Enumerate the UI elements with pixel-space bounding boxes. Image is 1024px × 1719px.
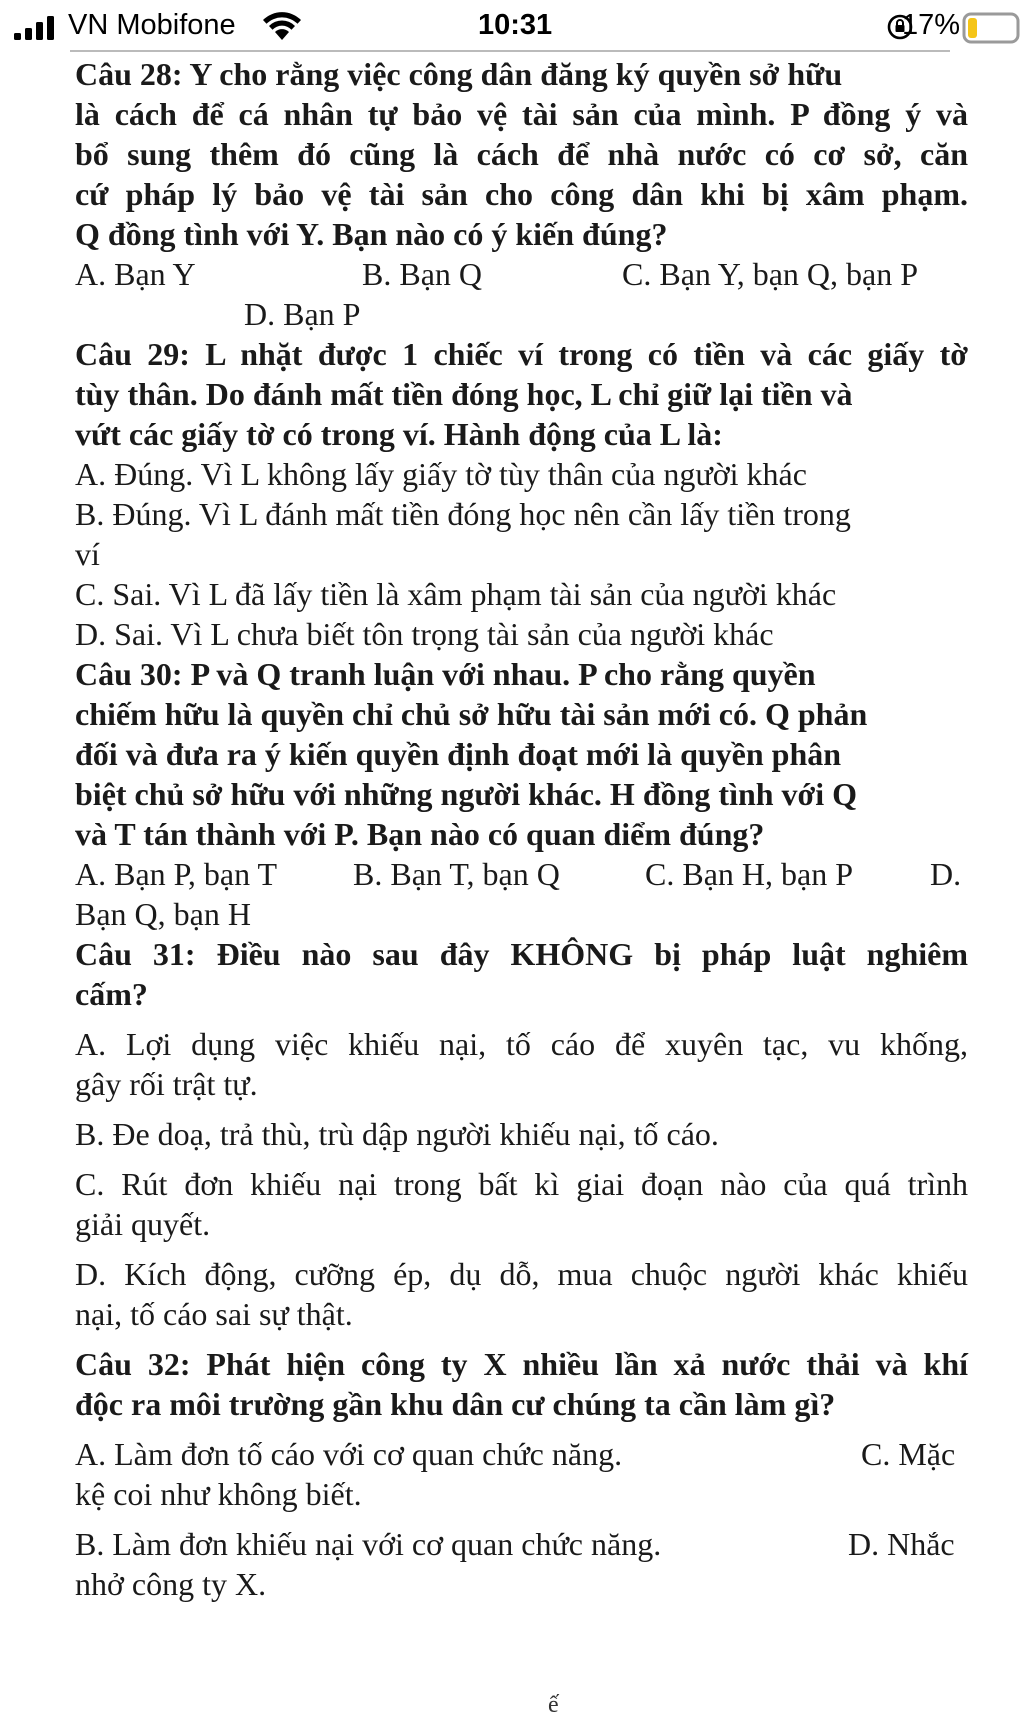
q29-option-c: C. Sai. Vì L đã lấy tiền là xâm phạm tài sản của người khác — [75, 576, 837, 612]
q29-option-d: D. Sai. Vì L chưa biết tôn trọng tài sản của người khác — [75, 616, 774, 652]
wifi-icon — [263, 12, 301, 42]
q32-option-a: A. Làm đơn tố cáo với cơ quan chức năng. — [75, 1436, 623, 1472]
question-31-line-2: cấm? — [75, 976, 148, 1012]
question-28-line-4: cứ pháp lý bảo vệ tài sản cho công dân khi bị xâm phạm. — [75, 176, 968, 212]
q28-option-a: A. Bạn Y — [75, 256, 196, 292]
q31-option-c-line-1: C. Rút đơn khiếu nại trong bất kì giai đoạn nào của quá trình — [75, 1166, 968, 1202]
q28-option-c: C. Bạn Y, bạn Q, bạn P — [622, 256, 918, 292]
question-28-line-5: Q đồng tình với Y. Bạn nào có ý kiến đúng? — [75, 216, 668, 252]
q28-option-d: D. Bạn P — [244, 296, 361, 332]
question-30-line-5: và T tán thành với P. Bạn nào có quan diểm đúng? — [75, 816, 765, 852]
question-30-line-2: chiếm hữu là quyền chỉ chủ sở hữu tài sản mới có. Q phản — [75, 696, 868, 732]
clock: 10:31 — [478, 9, 553, 41]
q32-option-c-line-2: kệ coi như không biết. — [75, 1476, 362, 1512]
q32-option-d-line-1: D. Nhắc — [848, 1526, 955, 1562]
q32-option-c-line-1: C. Mặc — [861, 1436, 956, 1472]
q30-option-b: B. Bạn T, bạn Q — [353, 856, 560, 892]
q29-option-b-line-2: ví — [75, 536, 100, 572]
question-32-line-2: độc ra môi trường gần khu dân cư chúng ta cần làm gì? — [75, 1386, 836, 1422]
question-32-line-1: Câu 32: Phát hiện công ty X nhiều lần xả nước thải và khí — [75, 1346, 968, 1382]
question-28-line-2: là cách để cá nhân tự bảo vệ tài sản của mình. P đồng ý và — [75, 96, 968, 132]
q32-option-b: B. Làm đơn khiếu nại với cơ quan chức năng. — [75, 1526, 662, 1562]
q30-option-a: A. Bạn P, bạn T — [75, 856, 278, 892]
question-30-line-1: Câu 30: P và Q tranh luận với nhau. P cho rằng quyền — [75, 656, 816, 692]
q31-option-b: B. Đe doạ, trả thù, trù dập người khiếu nại, tố cáo. — [75, 1116, 719, 1152]
question-28-line-1: Câu 28: Y cho rằng việc công dân đăng ký quyền sở hữu — [75, 56, 843, 92]
cropped-next-line: ế — [548, 1692, 559, 1718]
exam-document — [0, 54, 1024, 1718]
question-28-line-3: bổ sung thêm đó cũng là cách để nhà nước có cơ sở, căn — [75, 136, 968, 172]
q30-option-c: C. Bạn H, bạn P — [645, 856, 853, 892]
q29-option-b-line-1: B. Đúng. Vì L đánh mất tiền đóng học nên cần lấy tiền trong — [75, 496, 851, 532]
question-29-line-3: vứt các giấy tờ có trong ví. Hành động của L là: — [75, 416, 723, 452]
q29-option-a: A. Đúng. Vì L không lấy giấy tờ tùy thân của người khác — [75, 456, 807, 492]
q31-option-d-line-1: D. Kích động, cưỡng ép, dụ dỗ, mua chuộc người khác khiếu — [75, 1256, 968, 1292]
question-30-line-4: biệt chủ sở hữu với những người khác. H đồng tình với Q — [75, 776, 858, 812]
q30-option-d-label: D. — [930, 856, 962, 892]
question-29-line-1: Câu 29: L nhặt được 1 chiếc ví trong có tiền và các giấy tờ — [75, 336, 968, 372]
signal-bars-icon — [14, 16, 58, 40]
carrier-name: VN Mobifone — [68, 9, 236, 41]
q31-option-c-line-2: giải quyết. — [75, 1206, 211, 1242]
question-30-line-3: đối và đưa ra ý kiến quyền định đoạt mới là quyền phân — [75, 736, 842, 772]
q28-option-b: B. Bạn Q — [362, 256, 482, 292]
q32-option-d-line-2: nhở công ty X. — [75, 1566, 267, 1602]
q30-option-d-text: Bạn Q, bạn H — [75, 896, 251, 932]
q31-option-a-line-1: A. Lợi dụng việc khiếu nại, tố cáo để xuyên tạc, vu khống, — [75, 1026, 968, 1062]
q31-option-a-line-2: gây rối trật tự. — [75, 1066, 258, 1102]
battery-icon — [962, 12, 1024, 44]
question-29-line-2: tùy thân. Do đánh mất tiền đóng học, L chỉ giữ lại tiền và — [75, 376, 853, 412]
q31-option-d-line-2: nại, tố cáo sai sự thật. — [75, 1296, 353, 1332]
status-bar — [0, 0, 1024, 54]
question-31-line-1: Câu 31: Điều nào sau đây KHÔNG bị pháp luật nghiêm — [75, 936, 968, 972]
battery-percent: 17% — [902, 9, 961, 41]
